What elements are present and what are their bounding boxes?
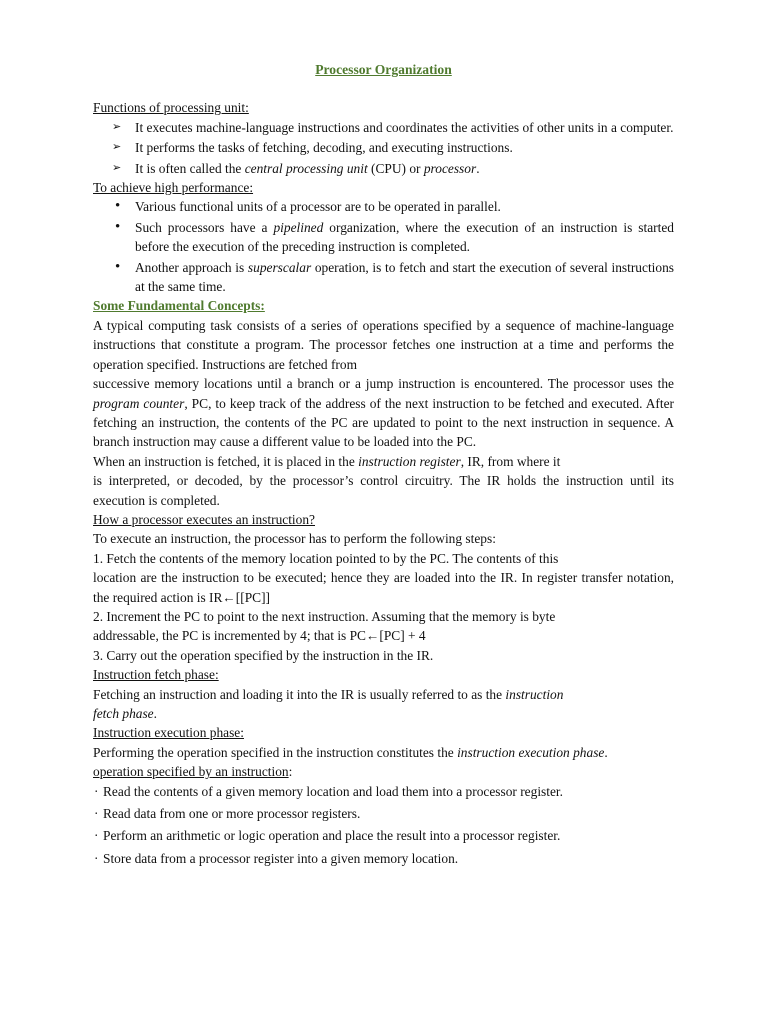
page-title: Processor Organization: [315, 62, 452, 77]
concepts-heading: Some Fundamental Concepts:: [93, 298, 265, 314]
arrow-bullet-icon: ➢: [112, 161, 122, 174]
execution-paragraph: Performing the operation specified in the instruction constitutes the instruction execution phase.: [93, 744, 608, 760]
middot-bullet-icon: ·: [94, 783, 99, 799]
bullet-icon: •: [115, 218, 121, 235]
how-intro: To execute an instruction, the processor has to perform the following steps:: [93, 531, 496, 547]
concepts-paragraph-3: When an instruction is fetched, it is placed in the instruction register, IR, from where it: [93, 453, 561, 469]
middot-bullet-icon: ·: [94, 850, 99, 866]
concepts-paragraph-4: is interpreted, or decoded, by the processor’s control circuitry. The IR holds the instruction until its execution is completed.: [93, 473, 674, 508]
functions-heading: Functions of processing unit:: [93, 100, 249, 116]
list-item: · Store data from a processor register into a given memory location.: [93, 849, 674, 868]
step-1b: location are the instruction to be executed; hence they are loaded into the IR. In register transfer notation, the required action is IR←[[PC]]: [93, 570, 674, 605]
list-item: • Another approach is superscalar operation, is to fetch and start the execution of several instructions at the same time.: [115, 258, 674, 295]
step-2a: 2. Increment the PC to point to the next instruction. Assuming that the memory is byte: [93, 608, 556, 624]
functions-list: [93, 118, 674, 178]
arrow-bullet-icon: ➢: [112, 141, 122, 154]
fetch-heading: Instruction fetch phase:: [93, 667, 219, 683]
middot-bullet-icon: ·: [94, 828, 99, 844]
arrow-bullet-icon: ➢: [112, 120, 122, 133]
step-3: 3. Carry out the operation specified by the instruction in the IR.: [93, 647, 434, 663]
list-item: ➢ It performs the tasks of fetching, decoding, and executing instructions.: [93, 138, 674, 157]
concepts-paragraph-2: successive memory locations until a branch or a jump instruction is encountered. The processor uses the program counter, PC, to keep track of the address of the next instruction to be fetched and executed. After fetching an instruction, the contents of the PC are updated to point to the next instruction in sequence. A branch instruction may cause a different value to be loaded into the PC.: [93, 376, 674, 450]
step-2b: addressable, the PC is incremented by 4; that is PC←[PC] + 4: [93, 628, 426, 644]
bullet-icon: •: [115, 198, 121, 215]
operation-heading: operation specified by an instruction:: [93, 764, 293, 780]
list-item: ➢ It is often called the central processing unit (CPU) or processor.: [93, 159, 674, 178]
fetch-paragraph: Fetching an instruction and loading it into the IR is usually referred to as the instruction fetch phase.: [93, 686, 564, 721]
execution-heading: Instruction execution phase:: [93, 725, 244, 741]
step-1a: 1. Fetch the contents of the memory location pointed to by the PC. The contents of this: [93, 550, 559, 566]
concepts-paragraph-1: A typical computing task consists of a series of operations specified by a sequence of machine-language instructions that constitute a program. The processor fetches one instruction at a time and performs the operation specified. Instructions are fetched from: [93, 317, 674, 372]
performance-list: [93, 197, 674, 296]
how-heading: How a processor executes an instruction?: [93, 511, 315, 527]
list-item: · Read the contents of a given memory location and load them into a processor register.: [93, 782, 674, 801]
bullet-icon: •: [115, 258, 121, 275]
operation-list: [93, 782, 674, 869]
list-item: · Read data from one or more processor registers.: [93, 804, 674, 823]
list-item: ➢ It executes machine-language instructions and coordinates the activities of other units in a computer.: [93, 118, 674, 137]
middot-bullet-icon: ·: [94, 806, 99, 822]
list-item: · Perform an arithmetic or logic operation and place the result into a processor register.: [93, 826, 674, 845]
list-item: • Such processors have a pipelined organization, where the execution of an instruction is started before the execution of the preceding instruction is completed.: [115, 218, 675, 255]
list-item: • Various functional units of a processor are to be operated in parallel.: [93, 197, 674, 216]
performance-heading: To achieve high performance:: [93, 180, 254, 196]
